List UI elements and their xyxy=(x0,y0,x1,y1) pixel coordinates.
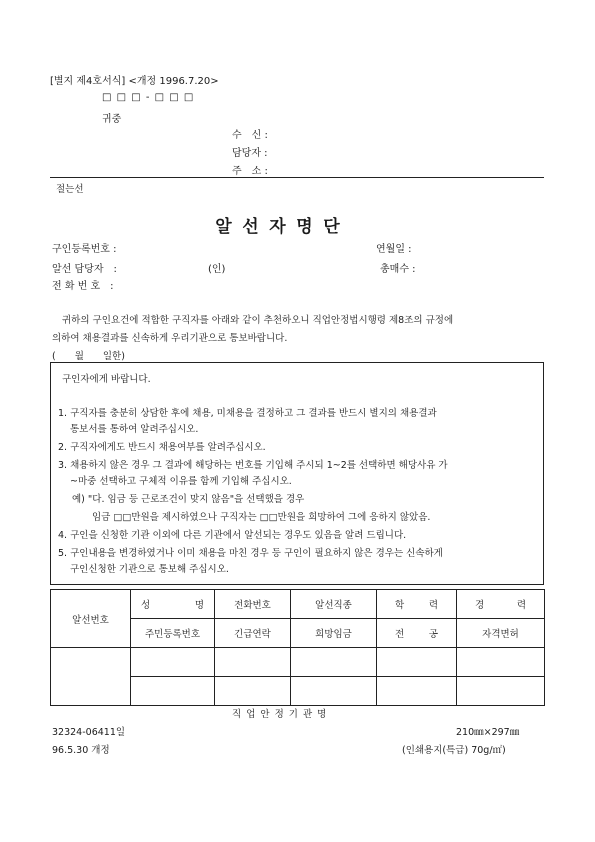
address-label: 주 소 : xyxy=(232,166,268,177)
contact-person-label: 담당자 : xyxy=(232,148,268,159)
paper-size: 210㎜×297㎜ xyxy=(456,727,520,738)
title-char: 명 xyxy=(296,217,313,237)
col-career: 경 력 xyxy=(457,590,545,619)
title-char: 자 xyxy=(269,217,286,237)
recipient-label: 수 신 : xyxy=(232,130,268,141)
col-job-type: 알선직종 xyxy=(291,590,377,619)
revision-date: 96.5.30 개정 xyxy=(52,745,110,756)
job-offer-reg-no-label: 구인등록번호 : xyxy=(52,244,117,255)
seal-mark: (인) xyxy=(208,264,226,275)
notice-item-5-cont: 구인신청한 기관으로 통보해 주십시오. xyxy=(70,564,229,575)
notice-item-1-cont: 통보서를 통하여 알려주십시오. xyxy=(70,424,199,435)
response-deadline: ( 월 일한) xyxy=(52,351,125,362)
notice-item-3-example-detail: 임금 □□만원을 제시하였으나 구직자는 □□만원을 희망하여 그에 응하지 않았음. xyxy=(92,512,431,523)
cut-line xyxy=(50,177,544,178)
notice-heading: 구인자에게 바랍니다. xyxy=(62,374,151,385)
total-pages-label: 총매수 : xyxy=(380,264,416,275)
office-code-boxes: □ □ □ - □ □ □ xyxy=(102,92,195,103)
table-row xyxy=(51,648,545,677)
phone-label: 전 화 번 호 : xyxy=(52,281,114,292)
notice-item-1: 1. 구직자를 충분히 상담한 후에 채용, 미채용을 결정하고 그 결과를 반드시 별지의 채용결과 xyxy=(58,408,437,419)
title-char: 선 xyxy=(242,217,259,237)
form-reference: [별지 제4호서식] <개정 1996.7.20> xyxy=(50,76,219,87)
placement-officer-label: 알선 담당자 : xyxy=(52,264,117,275)
title-char: 단 xyxy=(323,217,340,237)
notice-item-3-cont: ~마중 선택하고 구체적 이유를 함께 기입해 주십시오. xyxy=(70,476,292,487)
col-license: 자격면허 xyxy=(457,619,545,648)
document-title xyxy=(210,212,345,237)
agency-name: 직 업 안 정 기 관 명 xyxy=(232,709,328,720)
intro-line-2: 의하여 채용결과를 신속하게 우리기관으로 통보바랍니다. xyxy=(52,333,288,344)
notice-item-4: 4. 구인을 신청한 기관 이외에 다른 기관에서 알선되는 경우도 있음을 알려 드립니다. xyxy=(58,530,407,541)
notice-item-5: 5. 구인내용을 변경하였거나 이미 채용을 마친 경우 등 구인이 필요하지 않은 경우는 신속하게 xyxy=(58,548,443,559)
col-resident-no: 주민등록번호 xyxy=(131,619,215,648)
col-major: 전 공 xyxy=(377,619,457,648)
col-desired-wage: 희망임금 xyxy=(291,619,377,648)
col-name: 성 명 xyxy=(131,590,215,619)
notice-item-3: 3. 채용하지 않은 경우 그 결과에 해당하는 번호를 기입해 주시되 1~2를 선택하면 해당사유 가 xyxy=(58,460,448,471)
col-education: 학 력 xyxy=(377,590,457,619)
date-label: 연월일 : xyxy=(376,244,412,255)
col-placement-no: 알선번호 xyxy=(51,590,131,648)
notice-item-3-example: 예) "다. 임금 등 근로조건이 맞지 않음"을 선택했을 경우 xyxy=(72,494,305,505)
notice-item-2: 2. 구직자에게도 반드시 채용여부를 알려주십시오. xyxy=(58,442,266,453)
table-header-row-1 xyxy=(51,590,545,619)
col-emergency-contact: 긴급연락 xyxy=(215,619,291,648)
candidate-table xyxy=(50,589,545,706)
col-phone: 전화번호 xyxy=(215,590,291,619)
title-char: 알 xyxy=(215,217,232,237)
addressee-label: 귀중 xyxy=(102,114,122,125)
cut-line-label: 절는선 xyxy=(56,184,84,195)
paper-type: (인쇄용지(특급) 70g/㎡) xyxy=(402,745,506,756)
intro-line-1: 귀하의 구인요건에 적합한 구직자를 아래와 같이 추천하오니 직업안정법시행령 제8조의 규정에 xyxy=(62,315,454,326)
form-number: 32324-06411일 xyxy=(52,727,126,738)
